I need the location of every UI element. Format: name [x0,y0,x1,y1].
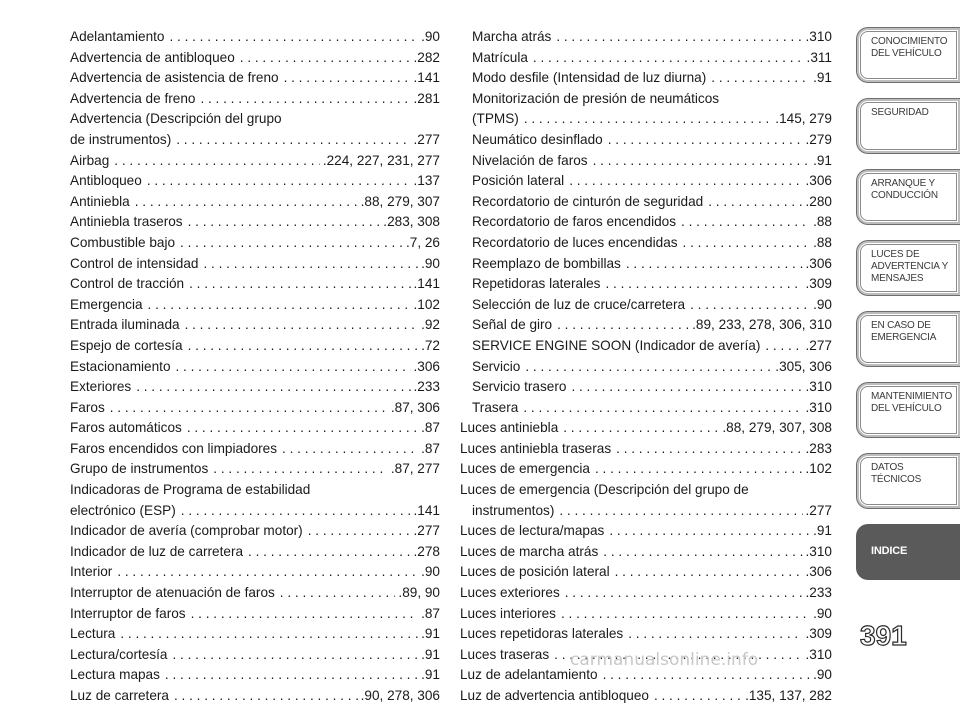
entry-text: Luz de advertencia antibloqueo [460,688,649,703]
entry-text: Luces antiniebla traseras [460,440,612,456]
entry-text: Entrada iluminada [70,317,180,333]
entry-page: .309 [805,276,832,292]
entry-page: .233 [413,379,440,395]
index-entry [70,562,440,583]
entry-text: Indicador de luz de carretera [70,543,244,559]
entry-text: Indicadoras de Programa de estabilidad [70,482,311,498]
index-entry [70,48,440,69]
entry-text: Combustible bajo [70,234,176,250]
entry-page: .90 [421,29,440,44]
index-entry [460,151,832,172]
dot-leader [523,398,802,419]
entry-page: .283 [805,440,832,456]
entry-page: .90 [813,296,832,312]
dot-leader [172,645,418,666]
entry-page: .277 [805,502,832,518]
dot-leader [609,521,810,542]
entry-text: Reemplazo de bombillas [472,255,621,271]
entry-text: Trasera [472,399,519,415]
dot-leader [708,192,802,213]
entry-page: .311 [806,49,832,65]
index-entry [460,89,832,110]
dot-leader [616,439,802,460]
index-entry [460,480,832,501]
index-entry [70,377,440,398]
entry-page: .310 [805,646,832,662]
entry-page: .277 [805,337,832,353]
dot-leader [135,192,358,213]
dot-leader [110,398,388,419]
index-entry [70,151,440,172]
section-tab[interactable]: EN CASO DE EMERGENCIA [856,311,960,367]
entry-page: .87, 277 [390,461,440,477]
entry-page: .90 [813,667,832,683]
dot-leader [683,233,811,254]
index-entry [70,439,440,460]
index-entry [460,27,832,48]
index-entry [70,357,440,378]
entry-text: Posición lateral [472,173,565,189]
dot-leader [561,604,810,625]
index-entry [70,624,440,645]
entry-page: .88, 279, 307, 308 [722,420,832,436]
index-entry [460,254,832,275]
section-tab[interactable]: CONOCIMIENTO DEL VEHÍCULO [856,27,960,83]
section-tab[interactable]: MANTENIMIENTO DEL VEHÍCULO [856,382,960,438]
entry-text: Luces de marcha atrás [460,543,599,559]
entry-text: Luces interiores [460,605,556,621]
entry-text: Señal de giro [472,317,553,333]
index-entry [70,130,440,151]
entry-text: Recordatorio de faros encendidos [472,214,677,230]
index-entry [70,398,440,419]
dot-leader [181,501,411,522]
entry-text: Luces de lectura/mapas [460,523,605,539]
index-entry [70,212,440,233]
index-entry [70,480,440,501]
entry-page: .90, 278, 306 [360,688,440,703]
dot-leader [681,212,810,233]
entry-text: Luces exteriores [460,585,560,601]
dot-leader [187,418,418,439]
index-entry [70,89,440,110]
entry-text: Faros encendidos con limpiadores [70,440,278,456]
index-entry [70,233,440,254]
dot-leader [248,542,410,563]
index-entry [460,398,832,419]
entry-text: Adelantamiento [70,29,165,44]
dot-leader [165,665,418,686]
index-entry [460,336,832,357]
index-entry [460,109,832,130]
index-entry [70,315,440,336]
entry-text: Luz de adelantamiento [460,667,598,683]
page-number: 391 [860,620,907,651]
index-column-right [460,27,832,707]
index-entry [460,192,832,213]
entry-page: .309 [805,626,832,642]
entry-page: .277 [413,523,440,539]
dot-leader [213,459,388,480]
entry-page: .306 [805,564,832,580]
entry-text: Indicador de avería (comprobar motor) [70,523,303,539]
dot-leader [282,439,418,460]
index-entry [460,501,832,522]
dot-leader [711,68,810,89]
entry-page: .102 [413,296,440,312]
section-tab[interactable]: LUCES DE ADVERTENCIA Y MENSAJES [856,240,960,296]
entry-text: Control de intensidad [70,255,199,271]
entry-page: .141 [413,70,440,86]
entry-text: Luces antiniebla [460,420,559,436]
entry-text: Matrícula [472,49,528,65]
index-entry [70,68,440,89]
entry-page: .87 [421,440,440,456]
entry-text: Lectura/cortesía [70,646,168,662]
entry-page: .310 [805,379,832,395]
dot-leader [571,377,802,398]
dot-leader [557,315,689,336]
entry-page: .306 [805,173,832,189]
index-entry [70,645,440,666]
entry-page: .88, 279, 307 [360,193,440,209]
entry-page: .278 [413,543,440,559]
index-entry [70,501,440,522]
entry-page: .137 [413,173,440,189]
dot-leader [654,686,742,707]
index-column-left [70,27,440,707]
entry-page: .280 [805,193,832,209]
dot-leader [180,233,403,254]
entry-page: .281 [413,90,440,106]
index-entry [460,583,832,604]
entry-page: .91 [813,152,832,168]
entry-text: Luces de emergencia [460,461,590,477]
dot-leader [595,459,803,480]
entry-text: Antiniebla traseros [70,214,183,230]
entry-page: .310 [805,29,832,44]
entry-page: .91 [421,667,440,683]
index-entry [460,686,832,707]
entry-page: .279 [805,131,832,147]
entry-page: .89, 90 [398,585,440,601]
dot-leader [593,151,810,172]
entry-text: Interruptor de faros [70,605,186,621]
index-entry [70,27,440,48]
entry-page: .7, 26 [405,234,440,250]
dot-leader [525,357,772,378]
entry-page: .305, 306 [775,358,832,374]
dot-leader [185,315,419,336]
entry-text: Interruptor de atenuación de faros [70,585,275,601]
entry-page: .224, 227, 231, 277 [322,152,440,168]
entry-page: .92 [421,317,440,333]
index-entry [70,604,440,625]
entry-page: .233 [805,585,832,601]
entry-text: Lectura mapas [70,667,160,683]
entry-page: .87 [421,420,440,436]
entry-text: Lectura [70,626,116,642]
index-entry [460,295,832,316]
entry-page: .283, 308 [383,214,440,230]
entry-text: Interior [70,564,113,580]
index-entry [70,109,440,130]
dot-leader [565,583,803,604]
entry-text: SERVICE ENGINE SOON (Indicador de avería) [472,337,761,353]
entry-text: Luces traseras [460,646,550,662]
entry-page: .141 [413,276,440,292]
index-entry [70,418,440,439]
entry-page: .90 [421,564,440,580]
dot-leader [120,624,418,645]
entry-text: de instrumentos) [70,131,172,147]
entry-text: Control de tracción [70,276,185,292]
index-entry [460,212,832,233]
entry-text: Faros automáticos [70,420,182,436]
dot-leader [765,336,802,357]
dot-leader [147,171,411,192]
entry-page: .277 [413,131,440,147]
dot-leader [603,542,802,563]
index-entry [70,336,440,357]
entry-text: Luces repetidoras laterales [460,626,624,642]
dot-leader [628,624,802,645]
entry-text: Advertencia (Descripción del grupo [70,111,282,127]
dot-leader [169,27,418,48]
index-entry [460,68,832,89]
entry-text: Nivelación de faros [472,152,588,168]
entry-page: .91 [421,626,440,642]
dot-leader [569,171,802,192]
entry-page: .87 [421,605,440,621]
entry-text: Airbag [70,152,110,168]
index-entry [460,233,832,254]
entry-page: .89, 233, 278, 306, 310 [692,317,832,333]
entry-text: Repetidoras laterales [472,276,601,292]
dot-leader [533,48,804,69]
entry-page: .90 [813,605,832,621]
dot-leader [114,151,320,172]
entry-text: (TPMS) [472,111,519,127]
index-entry [460,562,832,583]
index-entry [70,192,440,213]
dot-leader [308,521,411,542]
entry-page: .282 [413,49,440,65]
index-entry [70,542,440,563]
dot-leader [203,254,418,275]
entry-page: .306 [413,358,440,374]
index-entry [460,459,832,480]
index-entry [460,604,832,625]
dot-leader [188,336,419,357]
index-entry [70,459,440,480]
entry-page: .91 [813,70,832,86]
entry-page: .310 [805,543,832,559]
index-entry [460,418,832,439]
dot-leader [605,274,802,295]
entry-text: Monitorización de presión de neumáticos [472,90,720,106]
entry-text: Exteriores [70,379,132,395]
index-entry [460,48,832,69]
entry-text: Estacionamiento [70,358,171,374]
watermark: carmanualsonline.info [570,650,759,670]
dot-leader [176,357,411,378]
entry-text: Espejo de cortesía [70,337,183,353]
dot-leader [174,686,358,707]
entry-text: Advertencia de freno [70,90,196,106]
index-entry [460,624,832,645]
section-tabs [856,27,960,595]
entry-text: Neumático desinflado [472,131,603,147]
index-entry [70,295,440,316]
entry-text: instrumentos) [472,502,555,518]
dot-leader [200,89,410,110]
dot-leader [615,562,803,583]
entry-text: Luz de carretera [70,688,169,703]
section-tab[interactable]: DATOS TÉCNICOS [856,453,960,509]
entry-text: Recordatorio de cinturón de seguridad [472,193,704,209]
index-entry [460,315,832,336]
dot-leader [176,130,410,151]
entry-text: Advertencia de antibloqueo [70,49,235,65]
index-entry [70,254,440,275]
entry-page: .141 [413,502,440,518]
dot-leader [148,295,411,316]
section-tab[interactable]: ARRANQUE Y CONDUCCIÓN [856,169,960,225]
index-entry [460,130,832,151]
entry-text: Faros [70,399,105,415]
index-entry [70,521,440,542]
entry-text: Grupo de instrumentos [70,461,209,477]
entry-text: electrónico (ESP) [70,502,176,518]
index-entry [460,521,832,542]
entry-text: Advertencia de asistencia de freno [70,70,279,86]
dot-leader [280,583,396,604]
dot-leader [626,254,803,275]
index-entry [460,274,832,295]
entry-text: Servicio [472,358,521,374]
entry-page: .72 [421,337,440,353]
dot-leader [524,109,772,130]
dot-leader [191,604,418,625]
dot-leader [117,562,418,583]
index-entry [70,665,440,686]
index-entry [70,686,440,707]
dot-leader [690,295,810,316]
entry-page: .145, 279 [775,111,832,127]
section-tab[interactable]: SEGURIDAD [856,98,960,154]
dot-leader [608,130,803,151]
dot-leader [136,377,410,398]
entry-text: Recordatorio de luces encendidas [472,234,678,250]
index-entry [70,274,440,295]
entry-text: Antibloqueo [70,173,142,189]
entry-text: Emergencia [70,296,143,312]
index-entry [460,357,832,378]
entry-page: .102 [805,461,832,477]
index-entry [460,171,832,192]
dot-leader [284,68,411,89]
dot-leader [188,212,381,233]
index-entry [460,377,832,398]
entry-page: .91 [813,523,832,539]
entry-text: Luces de emergencia (Descripción del grupo de [460,482,749,498]
section-tab[interactable]: INDICE [856,524,960,580]
entry-page: .88 [813,234,832,250]
entry-text: Selección de luz de cruce/carretera [472,296,686,312]
dot-leader [556,27,802,48]
index-entry [460,439,832,460]
dot-leader [240,48,411,69]
entry-page: .88 [813,214,832,230]
entry-text: Marcha atrás [472,29,552,44]
entry-page: .306 [805,255,832,271]
entry-text: Modo desfile (Intensidad de luz diurna) [472,70,707,86]
index-entry [70,171,440,192]
entry-page: .310 [805,399,832,415]
index-entry [460,542,832,563]
dot-leader [189,274,410,295]
entry-page: .91 [421,646,440,662]
index-entry [70,583,440,604]
entry-text: Luces de posición lateral [460,564,610,580]
entry-page: .135, 137, 282 [745,688,832,703]
entry-text: Servicio trasero [472,379,567,395]
dot-leader [559,501,802,522]
entry-page: .87, 306 [390,399,440,415]
entry-page: .90 [421,255,440,271]
entry-text: Antiniebla [70,193,130,209]
dot-leader [563,418,719,439]
